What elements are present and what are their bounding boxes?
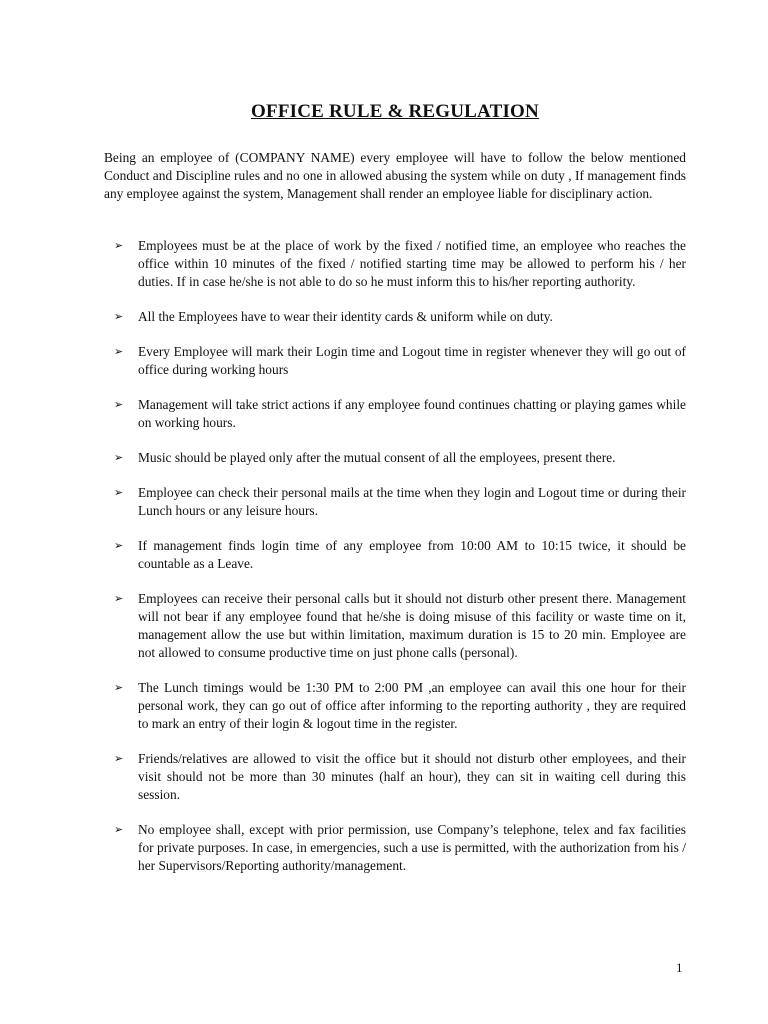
rule-item [114, 537, 686, 573]
arrow-bullet-icon: ➢ [114, 311, 124, 323]
rule-item [114, 237, 686, 291]
page-number: 1 [676, 960, 683, 975]
rule-text: The Lunch timings would be 1:30 PM to 2:00 PM ,an employee can avail this one hour for their personal work, they can go out of office after informing to the reporting authority , they are required to mark an entry of their login & logout time in the register. [138, 680, 686, 731]
rule-item [114, 449, 686, 467]
arrow-bullet-icon: ➢ [114, 452, 124, 464]
rule-item [114, 750, 686, 804]
arrow-bullet-icon: ➢ [114, 346, 124, 358]
rule-text: If management finds login time of any employee from 10:00 AM to 10:15 twice, it should be countable as a Leave. [138, 538, 686, 571]
rule-text: Friends/relatives are allowed to visit the office but it should not disturb other employees, and their visit should not be more than 30 minutes (half an hour), they can sit in waiting cell during this session. [138, 751, 686, 802]
document-title: OFFICE RULE & REGULATION [251, 101, 539, 122]
rules-list [0, 237, 768, 892]
rule-item [114, 821, 686, 875]
arrow-bullet-icon: ➢ [114, 240, 124, 252]
rule-text: No employee shall, except with prior permission, use Company’s telephone, telex and fax facilities for private purposes. In case, in emergencies, such a use is permitted, with the authorization from his / her Supervisors/Reporting authority/management. [138, 822, 686, 873]
rule-text: All the Employees have to wear their identity cards & uniform while on duty. [138, 309, 553, 324]
rule-item [114, 590, 686, 662]
arrow-bullet-icon: ➢ [114, 824, 124, 836]
rule-text: Every Employee will mark their Login time and Logout time in register whenever they will go out of office during working hours [138, 344, 686, 377]
arrow-bullet-icon: ➢ [114, 487, 124, 499]
rule-text: Employee can check their personal mails at the time when they login and Logout time or during their Lunch hours or any leisure hours. [138, 485, 686, 518]
rule-text: Employees can receive their personal calls but it should not disturb other present there. Management will not bear if any employee found that he/she is doing misuse of this facility or waste time on it, management allow the use but within limitation, maximum duration is 15 to 20 min. Employee are not allowed to consume productive time on just phone calls (personal). [138, 591, 686, 660]
arrow-bullet-icon: ➢ [114, 399, 124, 411]
arrow-bullet-icon: ➢ [114, 753, 124, 765]
rule-text: Employees must be at the place of work by the fixed / notified time, an employee who reaches the office within 10 minutes of the fixed / notified starting time may be allowed to perform his / her duties. If in case he/she is not able to do so he must inform this to his/her reporting authority. [138, 238, 686, 289]
rule-text: Management will take strict actions if any employee found continues chatting or playing games while on working hours. [138, 397, 686, 430]
arrow-bullet-icon: ➢ [114, 593, 124, 605]
arrow-bullet-icon: ➢ [114, 682, 124, 694]
arrow-bullet-icon: ➢ [114, 540, 124, 552]
rule-text: Music should be played only after the mutual consent of all the employees, present there. [138, 450, 616, 465]
rule-item [114, 308, 686, 326]
rule-item [114, 484, 686, 520]
rule-item [114, 343, 686, 379]
intro-paragraph: Being an employee of (COMPANY NAME) every employee will have to follow the below mentioned Conduct and Discipline rules and no one in allowed abusing the system while on duty , If management finds any employee against the system, Management shall render an employee liable for disciplinary action. [104, 150, 686, 201]
rule-item [114, 396, 686, 432]
rule-item [114, 679, 686, 733]
